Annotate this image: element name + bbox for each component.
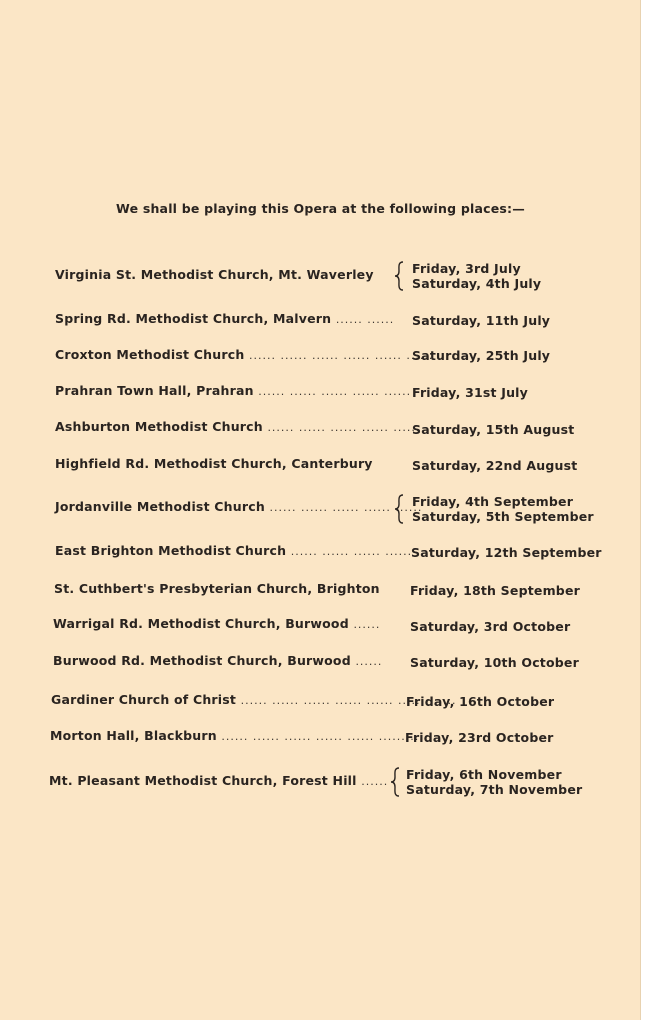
dot-leader: ...... (361, 775, 389, 788)
venue-date: Saturday, 11th July (412, 313, 551, 328)
dot-leader: ...... ...... ...... ...... ...... ...... ...... (221, 730, 438, 743)
dot-leader: ...... ...... (335, 313, 395, 326)
venue-date: Saturday, 15th August (412, 422, 575, 437)
venue-name: Ashburton Methodist Church ...... ...... ...... ...... ...... (55, 419, 421, 434)
venue-date: Friday, 16th October (406, 694, 555, 709)
venue-name: Croxton Methodist Church ...... ...... ...... ...... ...... ...... (55, 347, 434, 362)
dot-leader: ...... ...... ...... ...... ...... (269, 501, 423, 514)
venue-date: Saturday, 22nd August (412, 458, 578, 473)
venue-date: Friday, 4th September (412, 494, 574, 509)
venue-date: Friday, 31st July (412, 385, 529, 400)
venue-date: Friday, 3rd July (412, 261, 521, 276)
venue-date: Saturday, 3rd October (410, 619, 571, 634)
venue-date: Saturday, 5th September (412, 509, 594, 524)
venue-date: Friday, 6th November (406, 767, 562, 782)
brace-icon (393, 494, 407, 524)
venue-name: Gardiner Church of Christ ...... ...... ...... ...... ...... ...... ...... (51, 692, 457, 707)
brace-icon (393, 261, 407, 291)
venue-name: Morton Hall, Blackburn ...... ...... ...... ...... ...... ...... ...... (50, 728, 438, 743)
brace-icon (389, 767, 403, 797)
venue-name: Warrigal Rd. Methodist Church, Burwood ...... (53, 616, 381, 631)
venue-date: Saturday, 7th November (406, 782, 583, 797)
venue-date: Saturday, 10th October (410, 655, 579, 670)
dot-leader: ...... (355, 655, 383, 668)
dot-leader: ...... ...... ...... ...... ...... (267, 421, 421, 434)
venue-name: Burwood Rd. Methodist Church, Burwood ...... (53, 653, 383, 668)
dot-leader: ...... ...... ...... ...... ...... (258, 385, 412, 398)
venue-date: Friday, 23rd October (405, 730, 554, 745)
dot-leader: ...... ...... ...... ...... ...... ...... (249, 349, 434, 362)
venue-name: Prahran Town Hall, Prahran ...... ...... ...... ...... ...... (55, 383, 412, 398)
dot-leader: ...... ...... ...... ...... (290, 545, 413, 558)
page-heading: We shall be playing this Opera at the following places:— (116, 201, 525, 216)
venue-name: Mt. Pleasant Methodist Church, Forest Hill ...... (49, 773, 389, 788)
venue-date: Saturday, 25th July (412, 348, 551, 363)
venue-date: Saturday, 4th July (412, 276, 542, 291)
venue-date: Saturday, 12th September (411, 545, 602, 560)
venue-name: Virginia St. Methodist Church, Mt. Waverley (55, 267, 374, 282)
venue-name: Highfield Rd. Methodist Church, Canterbury (55, 456, 373, 471)
venue-name: Spring Rd. Methodist Church, Malvern ...... ...... (55, 311, 395, 326)
venue-name: East Brighton Methodist Church ...... ...... ...... ...... (55, 543, 413, 558)
venue-date: Friday, 18th September (410, 583, 580, 598)
venue-name: St. Cuthbert's Presbyterian Church, Brighton (54, 581, 380, 596)
venue-name: Jordanville Methodist Church ...... ...... ...... ...... ...... (55, 499, 423, 514)
dot-leader: ...... ...... ...... ...... ...... ...... ...... (240, 694, 457, 707)
dot-leader: ...... (353, 618, 381, 631)
